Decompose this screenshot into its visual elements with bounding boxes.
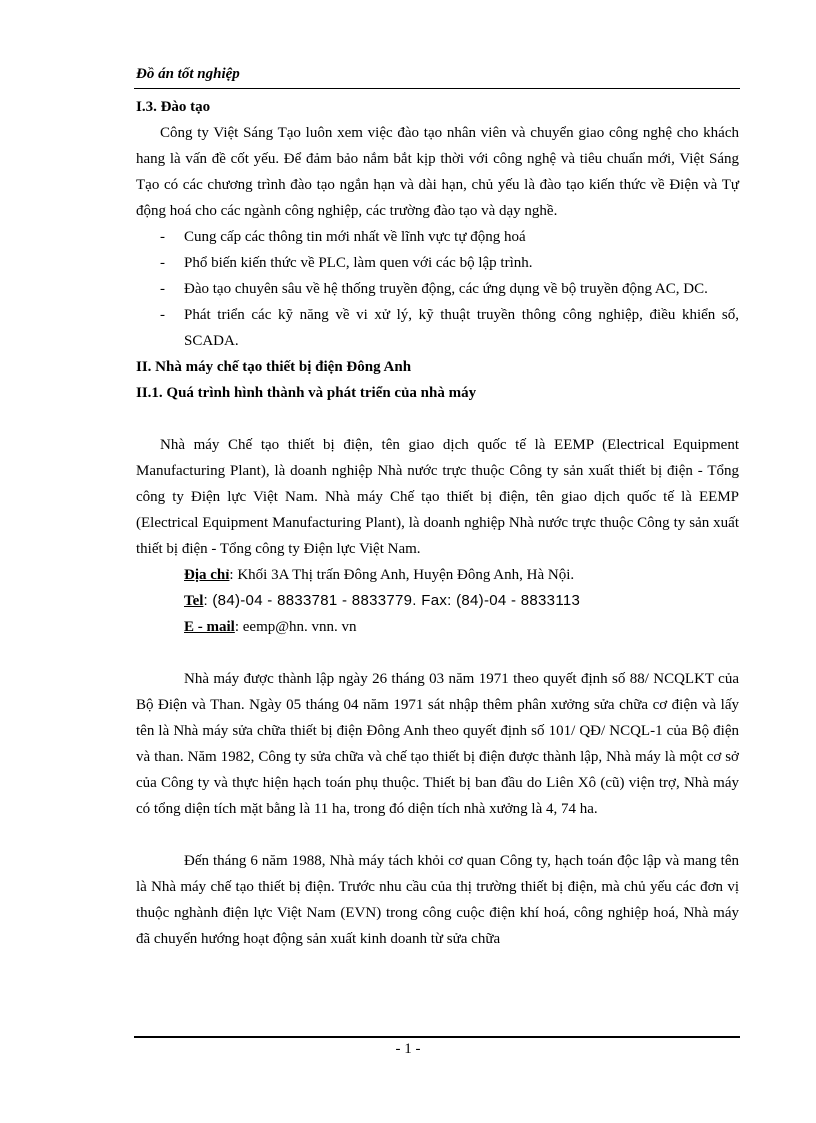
spacer <box>136 640 739 666</box>
header-title: Đồ án tốt nghiệp <box>136 66 240 82</box>
restructure-paragraph: Đến tháng 6 năm 1988, Nhà máy tách khỏi cơ quan Công ty, hạch toán độc lập và mang tên là Nhà máy chế tạo thiết bị điện. Trước nhu cầu của thị trường thiết bị điện, mà chủ yếu các đơn vị thuộc nghành điện lực Việt Nam (EVN) trong công cuộc điện khí hoá, công nghiệp hoá, Nhà máy đã chuyển hướng hoạt động sản xuất kinh doanh từ sửa chữa <box>136 853 739 947</box>
list-item-text: Phát triển các kỹ năng về vi xử lý, kỹ thuật truyền thông công nghiệp, điều khiển số, SCADA. <box>184 307 739 349</box>
email-label: E - mail <box>184 619 235 635</box>
history-paragraph: Nhà máy được thành lập ngày 26 tháng 03 năm 1971 theo quyết định số 88/ NCQLKT của Bộ Điện và Than. Ngày 05 tháng 04 năm 1971 sát nhập thêm phân xưởng sửa chữa cơ điện và lấy tên là Nhà máy sửa chữa thiết bị điện Đông Anh theo quyết định số 101/ QĐ/ NCQL-1 của Bộ điện và than. Năm 1982, Công ty sửa chữa và chế tạo thiết bị điện được thành lập, Nhà máy là một cơ sở của Công ty và thực hiện hạch toán phụ thuộc. Thiết bị ban đầu do Liên Xô (cũ) viện trợ, Nhà máy có tổng diện tích mặt bằng là 11 ha, trong đó diện tích nhà xưởng là 4, 74 ha. <box>136 671 739 817</box>
list-item-text: Phổ biến kiến thức về PLC, làm quen với các bộ lập trình. <box>184 255 533 271</box>
list-item <box>136 224 739 250</box>
list-bullet: - <box>160 255 165 271</box>
section-heading-2: II. Nhà máy chế tạo thiết bị điện Đông Anh <box>136 359 412 375</box>
page-number: - 1 - <box>395 1041 421 1057</box>
list-item <box>136 276 739 302</box>
spacer <box>136 822 739 848</box>
list-bullet: - <box>160 229 165 245</box>
address-line <box>136 562 739 588</box>
address-value: : Khối 3A Thị trấn Đông Anh, Huyện Đông Anh, Hà Nội. <box>229 567 575 583</box>
list-item-text: Đào tạo chuyên sâu về hệ thống truyền động, các ứng dụng về bộ truyền động AC, DC. <box>184 281 708 297</box>
section-heading-1-3: I.3. Đào tạo <box>136 99 211 115</box>
footer-rule <box>134 1036 740 1038</box>
document-body <box>136 94 739 952</box>
training-intro-paragraph: Công ty Việt Sáng Tạo luôn xem việc đào tạo nhân viên và chuyển giao công nghệ cho khách hang là vấn đề cốt yếu. Để đảm bảo nắm bắt kịp thời với công nghệ và tiêu chuẩn mới, Việt Sáng Tạo có các chương trình đào tạo ngắn hạn và dài hạn, chủ yếu là đào tạo kiến thức về Điện và Tự động hoá cho các ngành công nghiệp, các trường đào tạo và dạy nghề. <box>136 125 739 219</box>
plant-intro-paragraph: Nhà máy Chế tạo thiết bị điện, tên giao dịch quốc tế là EEMP (Electrical Equipment Manufacturing Plant), là doanh nghiệp Nhà nước trực thuộc Công ty sản xuất thiết bị điện - Tổng công ty Điện lực Việt Nam. Nhà máy Chế tạo thiết bị điện, tên giao dịch quốc tế là EEMP (Electrical Equipment Manufacturing Plant), là doanh nghiệp Nhà nước trực thuộc Công ty sản xuất thiết bị điện - Tổng công ty Điện lực Việt Nam. <box>136 437 739 557</box>
list-item <box>136 302 739 354</box>
header-rule <box>134 88 740 89</box>
phone-label: Tel <box>184 593 204 609</box>
section-heading-2-1: II.1. Quá trình hình thành và phát triển của nhà máy <box>136 385 477 401</box>
list-bullet: - <box>160 281 165 297</box>
list-bullet: - <box>160 307 165 323</box>
phone-value: : (84)-04 - 8833781 - 8833779. Fax: (84)-04 - 8833113 <box>203 592 581 609</box>
list-item-text: Cung cấp các thông tin mới nhất về lĩnh vực tự động hoá <box>184 229 526 245</box>
spacer <box>136 406 739 432</box>
address-label: Địa chỉ <box>184 567 230 583</box>
email-line <box>136 614 739 640</box>
phone-line <box>136 588 739 614</box>
list-item <box>136 250 739 276</box>
training-list <box>136 224 739 354</box>
email-value: : eemp@hn. vnn. vn <box>234 619 357 635</box>
